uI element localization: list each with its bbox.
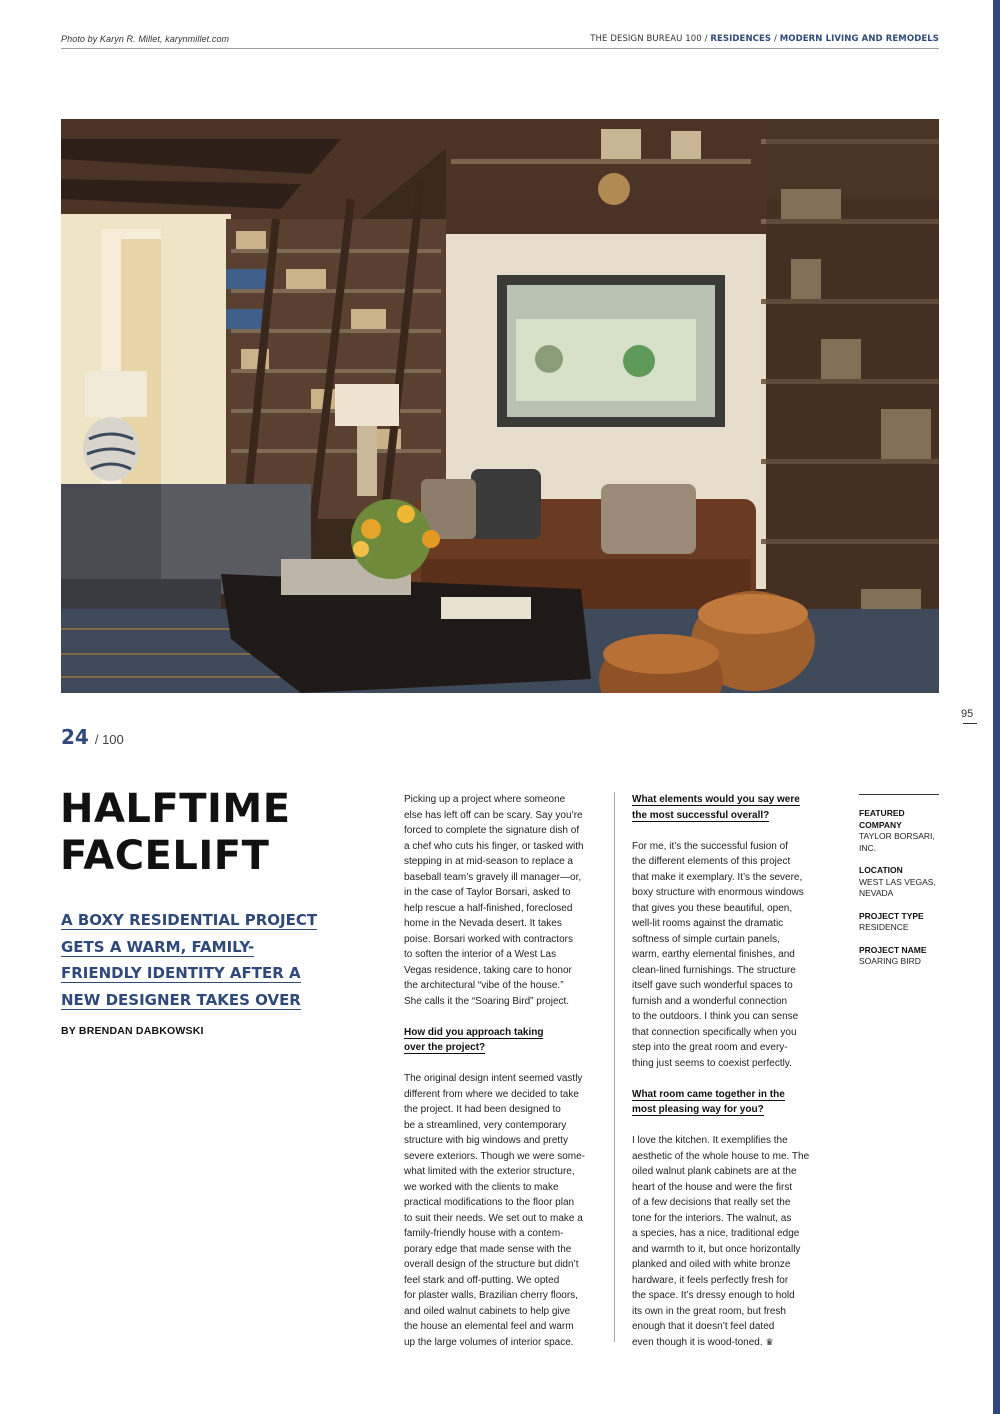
body-line: furnish and a wonderful connection (632, 995, 788, 1007)
byline: BY BRENDAN DABKOWSKI (61, 1025, 204, 1037)
body-line: and oiled walnut cabinets to help give (404, 1305, 571, 1317)
question-line: most pleasing way for you? (632, 1104, 764, 1115)
body-line: we worked with the clients to make (404, 1181, 559, 1193)
body-column-1 (404, 792, 594, 1350)
question-line: What room came together in the (632, 1088, 785, 1100)
living-room-illustration (61, 119, 939, 693)
body-line: oiled walnut plank cabinets are at the (632, 1166, 797, 1177)
title-line: HALFTIME (60, 786, 291, 832)
rank-total: / 100 (94, 732, 124, 747)
body-line: severe exteriors. Though we were some- (404, 1150, 586, 1162)
body-line: softness of simple curtain panels, (632, 933, 780, 945)
body-line: the space. It’s dressy enough to hold (632, 1290, 795, 1301)
project-name-label: PROJECT NAME (859, 944, 927, 955)
body-line: boxy structure with enormous windows (632, 887, 804, 898)
body-line: home in the Nevada desert. It takes (404, 918, 562, 929)
edge-color-bar (993, 0, 1000, 1414)
breadcrumb-publication: THE DESIGN BUREAU 100 (590, 34, 702, 44)
body-line: that connection specifically when you (632, 1026, 797, 1038)
body-line: Picking up a project where someone (404, 794, 566, 805)
body-line: to soften the interior of a West Las (404, 949, 557, 960)
column-divider (614, 792, 615, 1342)
deck-line: NEW DESIGNER TAKES OVER (61, 990, 301, 1009)
body-line: itself gave such wonderful spaces to (632, 980, 793, 991)
body-line: clean-lined furnishings. The structure (632, 964, 796, 976)
project-facts-sidebar (859, 794, 939, 968)
deck-line: A BOXY RESIDENTIAL PROJECT (61, 911, 318, 929)
body-line: different from where we decided to take (404, 1088, 579, 1100)
living-room-photo (61, 119, 939, 693)
location-label: LOCATION (859, 865, 903, 875)
breadcrumb-separator: / (701, 34, 711, 44)
page-number-underline (963, 723, 977, 724)
body-line: tone for the interiors. The walnut, as (632, 1212, 792, 1224)
body-line: overall design of the structure but didn’t (404, 1259, 579, 1270)
body-line: and warmth to it, but once horizontally (632, 1243, 801, 1255)
rank-indicator (61, 725, 124, 749)
body-line: to suit their needs. We set out to make a (404, 1212, 583, 1224)
article-title (60, 786, 380, 880)
body-line: family-friendly house with a contem- (404, 1228, 564, 1239)
body-line: what limited with the exterior structure, (404, 1166, 575, 1177)
body-line: up the large volumes of interior space. (404, 1336, 574, 1348)
body-line: well-lit rooms against the dramatic (632, 918, 784, 929)
body-line: the house an elemental feel and warm (404, 1321, 574, 1332)
body-line: the project. It had been designed to (404, 1104, 561, 1115)
body-column-2 (632, 792, 832, 1350)
project-type-label: PROJECT TYPE (859, 910, 924, 921)
location-group (859, 865, 939, 900)
featured-company-group (859, 808, 939, 854)
body-line: The original design intent seemed vastly (404, 1073, 583, 1084)
body-line: even though it is wood-toned. ♛ (632, 1336, 774, 1348)
body-line: She calls it the “Soaring Bird” project. (404, 995, 570, 1007)
question-line: the most successful overall? (632, 809, 770, 821)
featured-company-label: FEATURED COMPANY (859, 808, 905, 830)
body-line: baseball team’s gravely ill manager—or, (404, 871, 582, 883)
location-value: WEST LAS VEGAS, (859, 876, 936, 887)
article-deck (61, 907, 318, 1013)
rank-number: 24 (61, 725, 89, 749)
project-name-value: SOARING BIRD (859, 956, 921, 966)
body-line: I love the kitchen. It exemplifies the (632, 1135, 788, 1146)
body-line: for plaster walls, Brazilian cherry floors, (404, 1290, 578, 1301)
body-line: warm, earthy elemental finishes, and (632, 949, 795, 960)
body-line: thing just seems to coexist perfectly. (632, 1057, 792, 1069)
body-line: porary edge that made sense with the (404, 1243, 572, 1255)
page-header (61, 32, 939, 48)
body-line: For me, it’s the successful fusion of (632, 840, 788, 852)
breadcrumb-subsection: MODERN LIVING AND REMODELS (779, 34, 939, 44)
body-line: step into the great room and every- (632, 1042, 788, 1053)
body-line: to the outdoors. I think you can sense (632, 1011, 799, 1022)
question-line: What elements would you say were (632, 794, 800, 805)
deck-line: FRIENDLY IDENTITY AFTER A (61, 964, 301, 982)
header-divider (61, 48, 939, 49)
body-line: aesthetic of the whole house to me. The (632, 1150, 810, 1162)
project-type-group (859, 911, 939, 934)
body-line: that gives you these beautiful, open, (632, 902, 793, 914)
body-line: the architectural “vibe of the house.” (404, 980, 564, 991)
photo-credit: Photo by Karyn R. Millet, karynmillet.com (61, 34, 230, 44)
body-line: a chef who cuts his finger, or tasked with (404, 840, 584, 852)
body-line: structure with big windows and pretty (404, 1135, 568, 1146)
body-line: be a streamlined, very contemporary (404, 1119, 567, 1131)
breadcrumb (590, 34, 939, 44)
question-line: over the project? (404, 1042, 486, 1053)
body-line: heart of the house and were the first (632, 1181, 793, 1193)
body-line: forced to complete the signature dish of (404, 825, 580, 836)
location-value: NEVADA (859, 888, 894, 898)
body-line: help rescue a half-finished, foreclosed (404, 902, 573, 914)
body-line: in the case of Taylor Borsari, asked to (404, 887, 571, 898)
body-line: the different elements of this project (632, 856, 791, 867)
body-line: planked and oiled with white bronze (632, 1259, 791, 1270)
body-line: enough that it doesn’t feel dated (632, 1321, 775, 1332)
body-line: its own in the great room, but fresh (632, 1305, 786, 1317)
body-line: a species, has a nice, traditional edge (632, 1228, 800, 1239)
body-line: else has left off can be scary. Say you’re (404, 809, 583, 821)
body-line: stepping in at mid-season to replace a (404, 856, 573, 867)
body-line: hardware, it feels perfectly fresh for (632, 1274, 789, 1286)
project-name-group (859, 945, 939, 968)
breadcrumb-section: RESIDENCES (710, 34, 772, 44)
page-number: 95 (961, 708, 974, 720)
body-line: that make it exemplary. It’s the severe, (632, 871, 803, 883)
body-line: of a few decisions that really set the (632, 1197, 791, 1208)
body-line: poise. Borsari worked with contractors (404, 933, 573, 945)
question-line: How did you approach taking (404, 1026, 544, 1038)
featured-company-value: INC. (859, 842, 876, 853)
breadcrumb-separator: / (771, 34, 780, 44)
featured-company-value: TAYLOR BORSARI, (859, 831, 935, 841)
crown-end-mark-icon: ♛ (765, 1336, 774, 1347)
body-line: Vegas residence, taking care to honor (404, 964, 572, 976)
deck-line: GETS A WARM, FAMILY- (61, 937, 255, 956)
body-line: feel stark and off-putting. We opted (404, 1274, 560, 1286)
body-line: practical modifications to the floor plan (404, 1197, 575, 1208)
title-line: FACELIFT (60, 833, 270, 879)
project-type-value: RESIDENCE (859, 922, 909, 932)
